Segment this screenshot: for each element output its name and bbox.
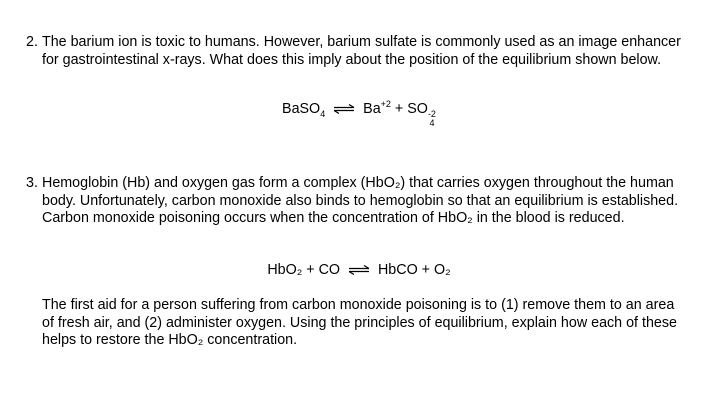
question-3-text: Hemoglobin (Hb) and oxygen gas form a complex (HbO₂) that carries oxygen throughout the human body. Unfortunately, carbon monoxide also binds to hemoglobin so that an equilibrium is established. Carbon monoxide poisoning occurs when the concentration of HbO₂ in the blood is reduced. — [42, 175, 679, 226]
eq3-left: HbO₂ + CO — [267, 262, 341, 278]
equilibrium-arrow-icon — [333, 104, 355, 114]
question-3-followup: The first aid for a person suffering from carbon monoxide poisoning is to (1) remove them to an area of fresh air, and (2) administer oxygen. Using the principles of equilibrium, explain how each of these helps to restore the HbO₂ concentration. — [42, 297, 677, 348]
equation-barium-sulfate — [0, 101, 718, 128]
eq2-ion2: SO -2 4 — [407, 101, 436, 128]
question-2 — [26, 34, 698, 69]
eq2-ion1: $Ba^{+2}$ — [363, 99, 391, 117]
question-2-number: 2. — [26, 34, 38, 50]
eq2-plus: + — [394, 101, 404, 117]
question-3-number: 3. — [26, 175, 38, 191]
question-3 — [26, 175, 698, 228]
question-2-text: The barium ion is toxic to humans. However, barium sulfate is commonly used as an image enhancer for gastrointestinal x-rays. What does this imply about the position of the equilibrium shown below. — [42, 34, 681, 68]
eq2-left: BaSO$_4$ — [282, 101, 326, 119]
equilibrium-arrow-icon — [348, 265, 370, 275]
eq3-right: HbCO + O₂ — [377, 262, 451, 278]
equation-carbon-monoxide — [0, 262, 718, 280]
